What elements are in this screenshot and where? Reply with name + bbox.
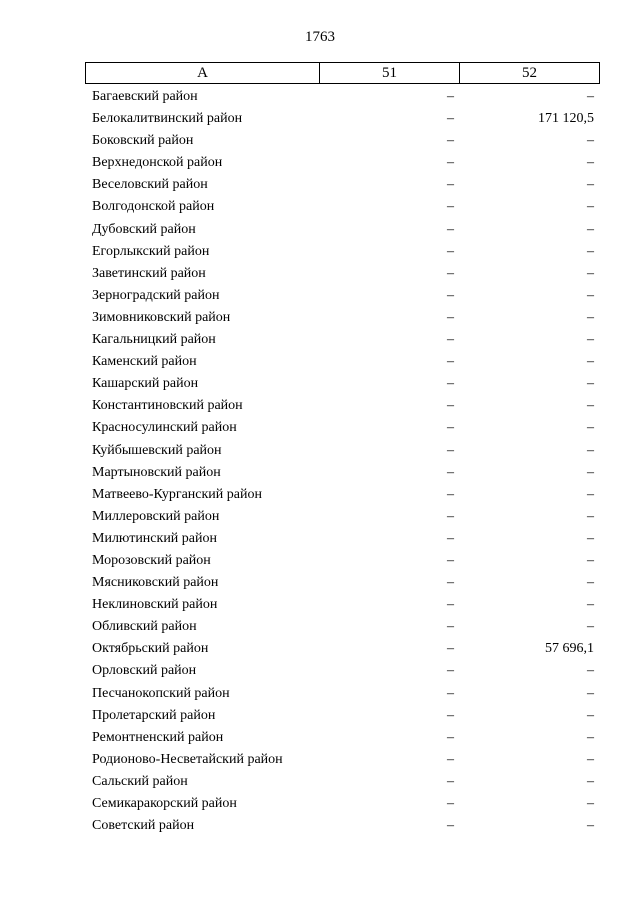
value-col-51: – (447, 552, 454, 568)
table-row (0, 329, 640, 351)
district-name: Семикаракорский район (92, 796, 237, 811)
value-col-52: – (587, 796, 594, 811)
table-row (0, 749, 640, 771)
district-name: Егорлыкский район (92, 243, 210, 259)
value-col-51: – (447, 751, 454, 767)
value-col-52: – (587, 464, 594, 480)
district-name: Красносулинский район (92, 420, 237, 436)
district-name: Советский район (92, 818, 195, 834)
value-col-52: – (587, 177, 594, 193)
value-col-51: – (447, 155, 454, 171)
value-col-51: – (447, 177, 454, 193)
header-cell-51: 51 (320, 63, 460, 83)
table-row (0, 395, 640, 417)
value-col-52: – (587, 199, 594, 215)
value-col-51: – (447, 818, 454, 834)
value-col-51: – (447, 265, 454, 281)
value-col-52: – (587, 575, 594, 591)
value-col-51: – (447, 332, 454, 348)
table-row (0, 572, 640, 594)
table-row (0, 550, 640, 572)
district-name: Константиновский район (92, 398, 243, 414)
district-name: Миллеровский район (92, 508, 220, 524)
district-name: Пролетарский район (92, 707, 216, 723)
value-col-51: – (447, 796, 454, 811)
table-row (0, 705, 640, 727)
value-col-52: – (587, 332, 594, 348)
table-row (0, 196, 640, 218)
district-name: Октябрьский район (92, 641, 209, 657)
value-col-51: – (447, 575, 454, 591)
value-col-51: – (447, 685, 454, 701)
district-name: Родионово-Несветайский район (92, 751, 283, 767)
value-col-52: – (587, 442, 594, 458)
table-row (0, 241, 640, 263)
district-name: Неклиновский район (92, 597, 218, 613)
value-col-51: – (447, 243, 454, 259)
value-col-52: – (587, 619, 594, 635)
value-col-51: – (447, 376, 454, 392)
table-row (0, 307, 640, 329)
value-col-51: – (447, 133, 454, 149)
value-col-52: – (587, 287, 594, 303)
value-col-52: – (587, 751, 594, 767)
table-row (0, 417, 640, 439)
value-col-51: – (447, 199, 454, 215)
value-col-52: – (587, 155, 594, 171)
district-name: Кашарский район (92, 376, 199, 392)
value-col-51: – (447, 420, 454, 436)
district-name: Мясниковский район (92, 575, 219, 591)
value-col-52: – (587, 530, 594, 546)
district-name: Дубовский район (92, 221, 196, 237)
value-col-51: – (447, 619, 454, 635)
value-col-51: – (447, 641, 454, 657)
value-col-51: – (447, 773, 454, 789)
table-row (0, 174, 640, 196)
table-row (0, 815, 640, 837)
table-row (0, 462, 640, 484)
district-name: Куйбышевский район (92, 442, 222, 458)
value-col-51: – (447, 597, 454, 613)
value-col-51: – (447, 111, 454, 127)
table-row (0, 285, 640, 307)
table-row (0, 727, 640, 749)
header-cell-a: А (86, 63, 320, 83)
table-row (0, 152, 640, 174)
district-name: Милютинский район (92, 530, 218, 546)
table-row (0, 660, 640, 682)
value-col-52: 57 696,1 (545, 641, 594, 657)
value-col-51: – (447, 729, 454, 745)
table-row (0, 506, 640, 528)
page-number: 1763 (305, 29, 335, 45)
table-row (0, 771, 640, 793)
district-name: Верхнедонской район (92, 155, 223, 171)
value-col-51: – (447, 309, 454, 325)
district-name: Зерноградский район (92, 287, 220, 303)
value-col-52: – (587, 309, 594, 325)
value-col-51: – (447, 287, 454, 303)
table-row (0, 440, 640, 462)
value-col-52: 171 120,5 (538, 111, 594, 127)
table-header (85, 62, 600, 84)
table-row (0, 638, 640, 660)
value-col-51: – (447, 398, 454, 414)
value-col-51: – (447, 464, 454, 480)
value-col-52: – (587, 552, 594, 568)
value-col-52: – (587, 663, 594, 679)
table-row (0, 373, 640, 395)
table-row (0, 528, 640, 550)
district-name: Орловский район (92, 663, 197, 679)
value-col-52: – (587, 354, 594, 370)
value-col-52: – (587, 818, 594, 834)
district-name: Кагальницкий район (92, 332, 216, 348)
value-col-52: – (587, 597, 594, 613)
value-col-51: – (447, 707, 454, 723)
district-name: Заветинский район (92, 265, 206, 281)
value-col-52: – (587, 221, 594, 237)
value-col-52: – (587, 398, 594, 414)
value-col-51: – (447, 530, 454, 546)
value-col-51: – (447, 663, 454, 679)
district-name: Белокалитвинский район (92, 111, 243, 127)
district-name: Морозовский район (92, 552, 211, 568)
district-name: Песчанокопский район (92, 685, 230, 701)
value-col-52: – (587, 508, 594, 524)
value-col-52: – (587, 707, 594, 723)
value-col-51: – (447, 508, 454, 524)
district-name: Мартыновский район (92, 464, 221, 480)
value-col-52: – (587, 486, 594, 502)
district-name: Зимовниковский район (92, 309, 231, 325)
value-col-52: – (587, 265, 594, 281)
value-col-52: – (587, 243, 594, 259)
table-row (0, 86, 640, 108)
district-name: Волгодонской район (92, 199, 215, 215)
district-name: Ремонтненский район (92, 729, 224, 745)
value-col-51: – (447, 442, 454, 458)
value-col-51: – (447, 89, 454, 104)
value-col-52: – (587, 89, 594, 104)
table-row (0, 219, 640, 241)
value-col-52: – (587, 376, 594, 392)
value-col-52: – (587, 773, 594, 789)
table-row (0, 108, 640, 130)
value-col-51: – (447, 354, 454, 370)
table-row (0, 594, 640, 616)
district-name: Каменский район (92, 354, 197, 370)
value-col-52: – (587, 729, 594, 745)
table-row (0, 793, 640, 815)
district-name: Матвеево-Курганский район (92, 486, 262, 502)
district-name: Багаевский район (92, 89, 198, 104)
table-row (0, 616, 640, 638)
table-row (0, 683, 640, 705)
header-cell-52: 52 (522, 65, 537, 81)
district-name: Боковский район (92, 133, 194, 149)
value-col-52: – (587, 420, 594, 436)
table-row (0, 130, 640, 152)
value-col-52: – (587, 685, 594, 701)
table-body (0, 86, 640, 837)
district-name: Обливский район (92, 619, 197, 635)
value-col-52: – (587, 133, 594, 149)
district-name: Веселовский район (92, 177, 208, 193)
district-name: Сальский район (92, 773, 188, 789)
table-row (0, 263, 640, 285)
table-row (0, 484, 640, 506)
value-col-51: – (447, 221, 454, 237)
value-col-51: – (447, 486, 454, 502)
table-row (0, 351, 640, 373)
